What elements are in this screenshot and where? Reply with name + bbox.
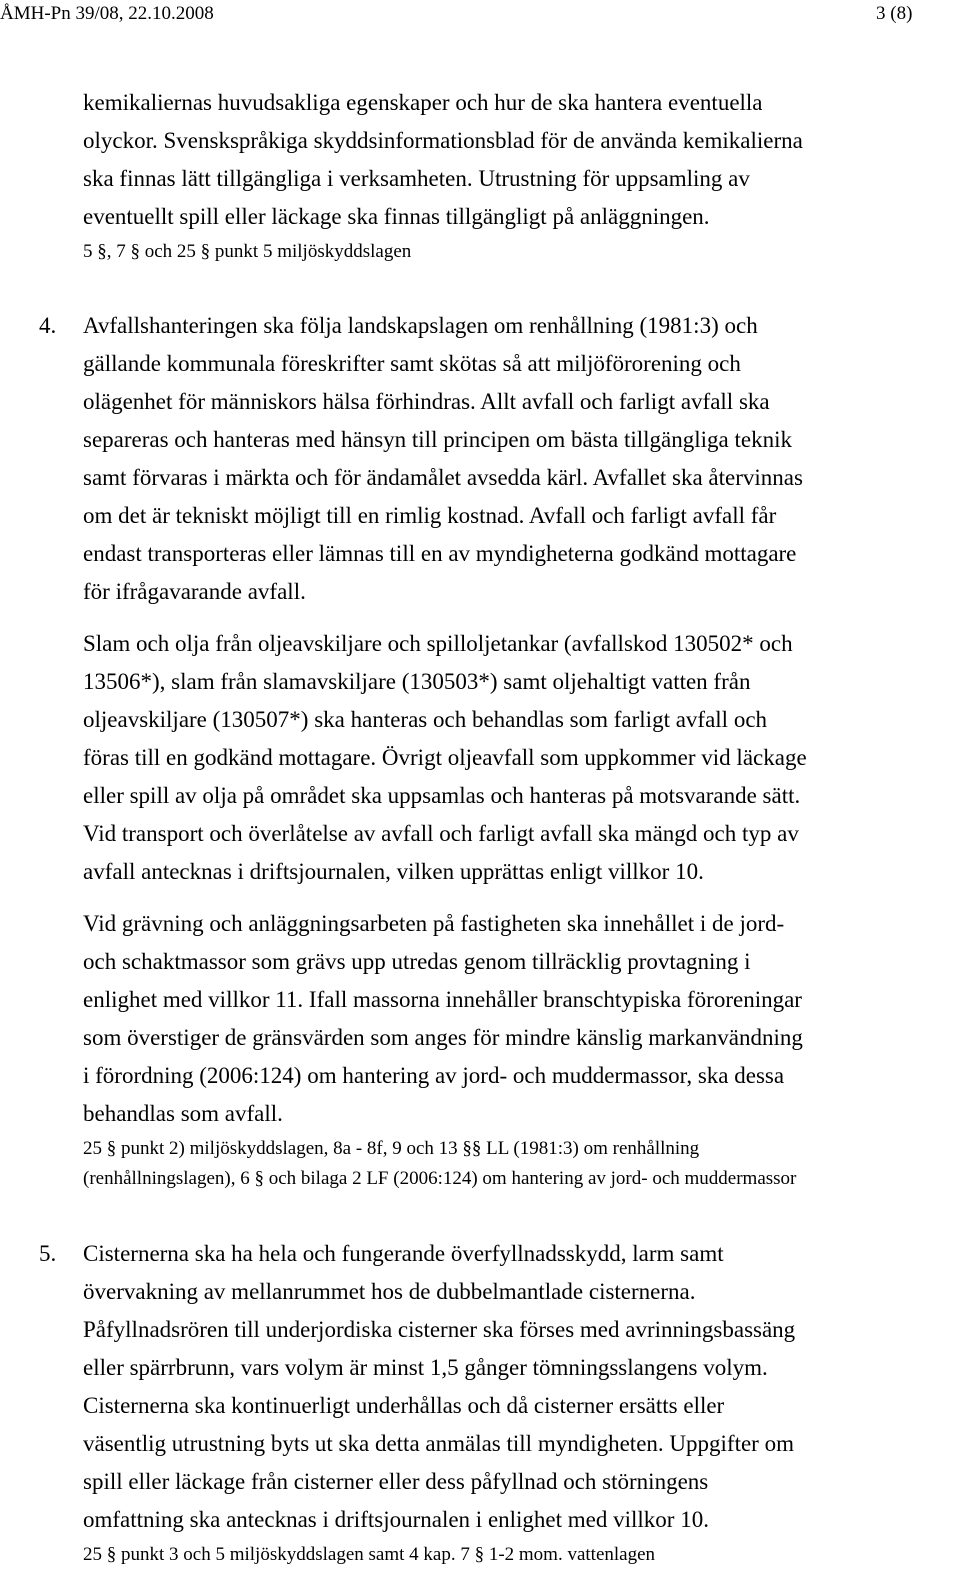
- condition-number: 4.: [39, 313, 57, 338]
- text-line: omfattning ska antecknas i driftsjournalen i enlighet med villkor 10.: [83, 1507, 709, 1532]
- text-line: övervakning av mellanrummet hos de dubbelmantlade cisternerna.: [83, 1279, 696, 1304]
- text-line: olyckor. Svenskspråkiga skyddsinformationsblad för de använda kemikalierna: [83, 128, 803, 153]
- text-line: separeras och hanteras med hänsyn till principen om bästa tillgängliga teknik: [83, 427, 792, 452]
- legal-reference: 25 § punkt 2) miljöskyddslagen, 8a - 8f, 9 och 13 §§ LL (1981:3) om renhållning: [83, 1138, 700, 1159]
- page-number: 3 (8): [876, 3, 913, 24]
- text-line: 13506*), slam från slamavskiljare (130503*) samt oljehaltigt vatten från: [83, 669, 751, 694]
- text-line: som överstiger de gränsvärden som anges för mindre känslig markanvändning: [83, 1025, 803, 1050]
- text-line: behandlas som avfall.: [83, 1101, 283, 1126]
- text-line: eller spill av olja på området ska uppsamlas och hanteras på motsvarande sätt.: [83, 783, 801, 808]
- text-line: kemikaliernas huvudsakliga egenskaper och hur de ska hantera eventuella: [83, 90, 763, 115]
- text-line: olägenhet för människors hälsa förhindras. Allt avfall och farligt avfall ska: [83, 389, 770, 414]
- text-line: samt förvaras i märkta och för ändamålet avsedda kärl. Avfallet ska återvinnas: [83, 465, 803, 490]
- text-line: Påfyllnadsrören till underjordiska cisterner ska förses med avrinningsbassäng: [83, 1317, 796, 1342]
- text-line: Vid grävning och anläggningsarbeten på fastigheten ska innehållet i de jord-: [83, 911, 785, 936]
- text-line: oljeavskiljare (130507*) ska hanteras och behandlas som farligt avfall och: [83, 707, 768, 732]
- document-reference: ÅMH-Pn 39/08, 22.10.2008: [0, 3, 214, 24]
- text-line: föras till en godkänd mottagare. Övrigt oljeavfall som uppkommer vid läckage: [83, 745, 807, 770]
- text-line: i förordning (2006:124) om hantering av jord- och muddermassor, ska dessa: [83, 1063, 785, 1088]
- text-line: eventuellt spill eller läckage ska finnas tillgängligt på anläggningen.: [83, 204, 710, 229]
- text-line: avfall antecknas i driftsjournalen, vilken upprättas enligt villkor 10.: [83, 859, 704, 884]
- legal-reference: 5 §, 7 § och 25 § punkt 5 miljöskyddslagen: [83, 241, 412, 262]
- legal-reference: 25 § punkt 3 och 5 miljöskyddslagen samt 4 kap. 7 § 1-2 mom. vattenlagen: [83, 1544, 656, 1565]
- text-line: för ifrågavarande avfall.: [83, 579, 306, 604]
- text-line: ska finnas lätt tillgängliga i verksamheten. Utrustning för uppsamling av: [83, 166, 750, 191]
- text-line: och schaktmassor som grävs upp utredas genom tillräcklig provtagning i: [83, 949, 751, 974]
- text-line: endast transporteras eller lämnas till en av myndigheterna godkänd mottagare: [83, 541, 797, 566]
- text-line: väsentlig utrustning byts ut ska detta anmälas till myndigheten. Uppgifter om: [83, 1431, 794, 1456]
- legal-reference: (renhållningslagen), 6 § och bilaga 2 LF (2006:124) om hantering av jord- och muddermassor: [83, 1168, 797, 1189]
- text-line: Avfallshanteringen ska följa landskapslagen om renhållning (1981:3) och: [83, 313, 758, 338]
- text-line: eller spärrbrunn, vars volym är minst 1,5 gånger tömningsslangens volym.: [83, 1355, 768, 1380]
- text-line: Slam och olja från oljeavskiljare och spilloljetankar (avfallskod 130502* och: [83, 631, 793, 656]
- text-line: Cisternerna ska ha hela och fungerande överfyllnadsskydd, larm samt: [83, 1241, 724, 1266]
- text-line: Cisternerna ska kontinuerligt underhållas och då cisterner ersätts eller: [83, 1393, 725, 1418]
- text-line: gällande kommunala föreskrifter samt skötas så att miljöförorening och: [83, 351, 741, 376]
- text-line: spill eller läckage från cisterner eller dess påfyllnad och störningens: [83, 1469, 709, 1494]
- text-line: Vid transport och överlåtelse av avfall och farligt avfall ska mängd och typ av: [83, 821, 799, 846]
- text-line: om det är tekniskt möjligt till en rimlig kostnad. Avfall och farligt avfall får: [83, 503, 777, 528]
- condition-number: 5.: [39, 1241, 57, 1266]
- text-line: enlighet med villkor 11. Ifall massorna innehåller branschtypiska föroreningar: [83, 987, 802, 1012]
